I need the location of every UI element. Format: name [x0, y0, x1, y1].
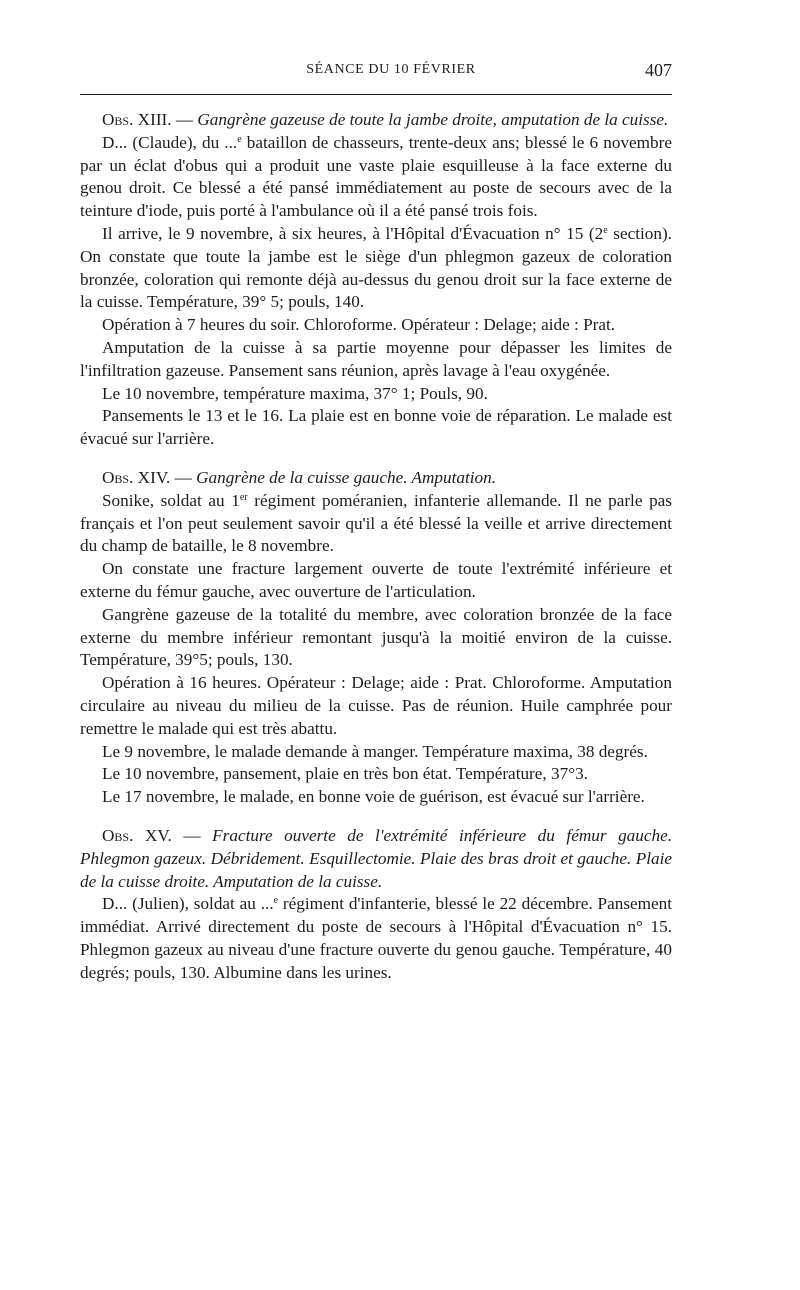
obs-13-paragraph-4: Amputation de la cuisse à sa partie moyenne pour dépasser les limites de l'infiltration gazeuse. Pansement sans réunion, après lavage à l'eau oxygénée.	[80, 337, 672, 380]
obs-13-title: Gangrène gazeuse de toute la jambe droite, amputation de la cuisse.	[197, 110, 669, 129]
obs-13-p2-text-a: Il arrive, le 9 novembre, à six heures, à l'Hôpital d'Évacuation n° 15 (2	[102, 223, 604, 243]
obs-14-paragraph-2: On constate une fracture largement ouverte de toute l'extrémité inférieure et externe du fémur gauche, avec ouverture de l'articulation.	[80, 559, 672, 601]
obs-13-p2-superscript: e	[603, 224, 608, 236]
obs-13-paragraph-3: Opération à 7 heures du soir. Chloroforme. Opérateur : Delage; aide : Prat.	[102, 315, 616, 335]
obs-15-p1-text-b: régiment d'infanterie, blessé le 22 décembre. Pansement immédiat. Arrivé directement du poste de secours à l'Hôpital d'Évacuation n° 15. Phlegmon gazeux au niveau d'une fracture ouverte du genou gauche. Température, 40 degrés; pouls, 130. Albumine dans les urines.	[80, 894, 672, 982]
obs-14-paragraph-4: Opération à 16 heures. Opérateur : Delage; aide : Prat. Chloroforme. Amputation circulaire au niveau du milieu de la cuisse. Pas de réunion. Huile camphrée pour remettre le malade qui est très abattu.	[80, 673, 672, 738]
header-rule	[80, 94, 672, 95]
obs-13-p1-text-a: D... (Claude), du ...	[102, 132, 238, 152]
running-head	[80, 56, 672, 86]
obs-13-paragraph-2	[80, 223, 672, 314]
obs-14-paragraph-5: Le 9 novembre, le malade demande à manger. Température maxima, 38 degrés.	[102, 741, 648, 761]
obs-13-p1-text-b: bataillon de chasseurs, trente-deux ans; blessé le 6 novembre par un éclat d'obus qui a produit une vaste plaie esquilleuse à la face externe du genou droit. Ce blessé a été pansé immédiatement au poste de secours avec de la teinture d'iode, puis porté à l'ambulance où il a été pansé trois fois.	[80, 132, 672, 221]
obs-14-p1-text-b: régiment poméranien, infanterie allemande. Il ne parle pas français et l'on peut seulement savoir qu'il a été blessé la veille et arrive directement du champ de bataille, le 8 novembre.	[80, 490, 672, 556]
obs-15-p1-text-a: D... (Julien), soldat au ...	[102, 894, 274, 914]
obs-15-dash: —	[171, 825, 213, 845]
obs-14-paragraph-6: Le 10 novembre, pansement, plaie en très bon état. Température, 37°3.	[102, 764, 588, 784]
obs-14-dash: —	[170, 467, 197, 487]
obs-13-paragraph-5: Le 10 novembre, température maxima, 37° 1; Pouls, 90.	[102, 383, 488, 403]
section-gap	[80, 809, 672, 825]
body-text	[80, 109, 672, 984]
page-number: 407	[645, 60, 672, 80]
obs-13-p2-text-b: section). On constate que toute la jambe est le siège d'un phlegmon gazeux de coloration bronzée, coloration qui remonte déjà au-dessus du genou droit sur la face externe de la cuisse. Température, 39° 5; pouls, 140.	[80, 223, 672, 312]
obs-14-title: Gangrène de la cuisse gauche. Amputation.	[196, 467, 497, 487]
section-gap	[80, 451, 672, 467]
running-head-title: SÉANCE DU 10 FÉVRIER	[306, 62, 476, 77]
obs-14-p1-superscript: er	[239, 491, 248, 503]
page	[80, 56, 672, 984]
obs-15-title: Fracture ouverte de l'extrémité inférieure du fémur gauche. Phlegmon gazeux. Débridement. Esquillectomie. Plaie des bras droit et gauche. Plaie de la cuisse droite. Amputation de la cuisse.	[80, 825, 673, 891]
obs-15-paragraph-1	[80, 893, 672, 984]
obs-13-paragraph-1	[80, 132, 672, 223]
obs-15-heading	[80, 825, 672, 893]
obs-14-paragraph-7: Le 17 novembre, le malade, en bonne voie de guérison, est évacué sur l'arrière.	[102, 787, 645, 807]
obs-14-p1-text-a: Sonike, soldat au 1	[102, 490, 240, 510]
obs-15-p1-superscript: e	[273, 895, 279, 907]
obs-13-dash: —	[171, 110, 198, 129]
obs-15-label: Obs. XV.	[102, 825, 172, 845]
obs-13-p1-superscript: e	[237, 133, 242, 145]
obs-14-paragraph-1	[80, 490, 672, 558]
obs-14-heading	[80, 467, 672, 490]
obs-13-label: Obs. XIII.	[102, 110, 172, 129]
obs-13-paragraph-6: Pansements le 13 et le 16. La plaie est en bonne voie de réparation. Le malade est évacué sur l'arrière.	[80, 406, 672, 449]
obs-14-label: Obs. XIV.	[102, 467, 171, 487]
obs-14-paragraph-3: Gangrène gazeuse de la totalité du membre, avec coloration bronzée de la face externe du membre inférieur remontant jusqu'à la moitié environ de la cuisse. Température, 39°5; pouls, 130.	[80, 604, 672, 670]
obs-13-heading	[80, 109, 672, 132]
